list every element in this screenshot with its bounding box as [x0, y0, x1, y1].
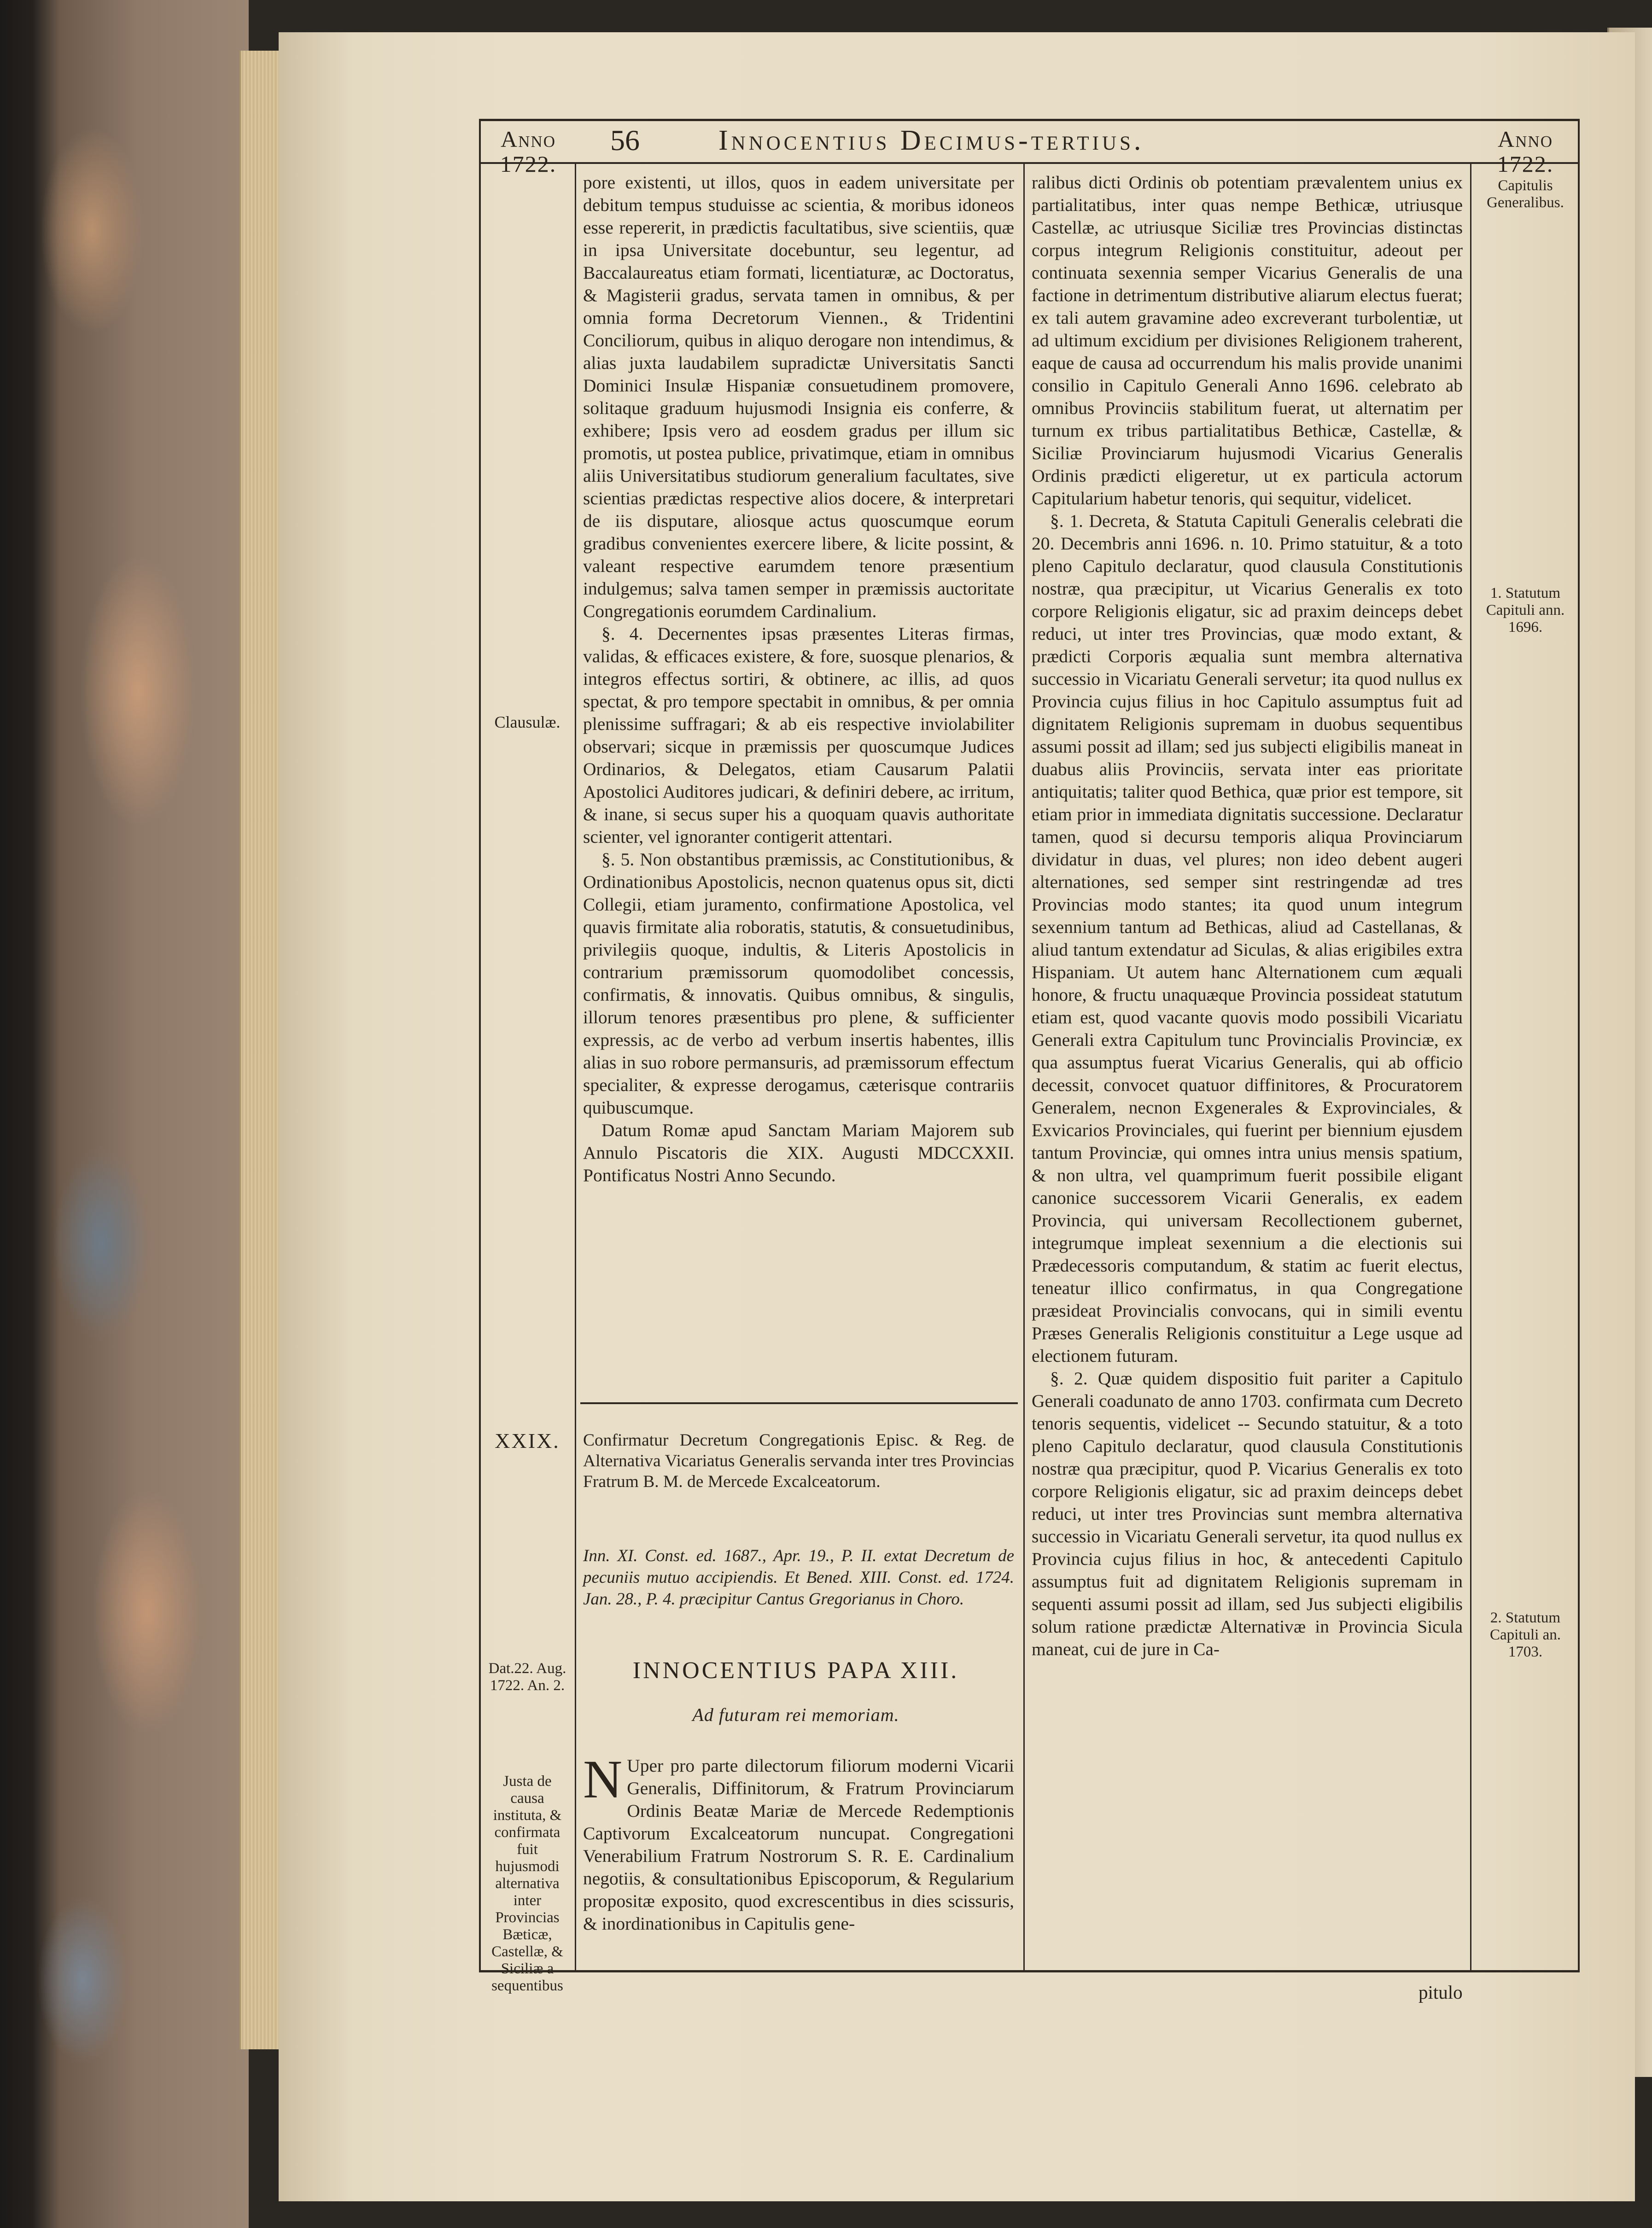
catchword: pitulo [1419, 1982, 1463, 2003]
column-divider [1023, 162, 1025, 1972]
dating-clause: Datum Romæ apud Sanctam Mariam Majorem sub Annulo Piscatoris die XIX. Augusti MDCCXXII. Pontificatus Nostri Anno Secundo. [583, 1120, 1014, 1185]
paragraph: §. 5. Non obstantibus præmissis, ac Constitutionibus, & Ordinationibus Apostolicis, necnon quatenus opus sit, dicti Collegii, etiam juramento, confirmatione Apostolica, vel quavis firmitate alia roboratis, statutis, & consuetudinibus, privilegiis quoque, indultis, & Literis Apostolicis in contrarium præmissorum quomodolibet concessis, confirmatis, & innovatis. Quibus omnibus, & singulis, illorum tenores præsentibus pro plene, & sufficienter expressis, ac de verbo ad verbum insertis habentes, illis alias in suo robore permansuris, ad præmissorum effectum specialiter, & expresse derogamus, cæterisque contrariis quibuscumque. [583, 849, 1014, 1118]
anno-left [485, 127, 572, 176]
text-left-rule [575, 162, 576, 1972]
section-rule [580, 1402, 1018, 1404]
text-right-rule [1470, 162, 1471, 1972]
paragraph: §. 1. Decreta, & Statuta Capituli Generalis celebrati die 20. Decembris anni 1696. n. 10. Primo statuitur, & a toto pleno Capitulo declaratur, quod clausula Constitutionis nostræ, qua præcipitur, ut Vicarius Generalis ex toto corpore Religionis eligatur, sic ad praxim deinceps debet reduci, ut inter tres Provincias, quæ modo extant, & prædicti Corporis æqualia sunt membra alternativa successio in Vicariatu Generali servetur; ita quod nullus ex Provincia cujus filius in hoc Capitulo assumptus fuit ad dignitatem Religionis supremam in duobus sequentibus assumi possit ad illam; sed jus subjecti eligibilis maneat in duabus aliis Provinciis, servata inter eas prioritate antiquitatis; taliter quod Bethica, quæ prior est tempore, sit etiam prior in immediata dignitatis successione. Declaratur tamen, quod si decursu temporis aliqua Provinciarum dividatur in duas, vel plures; non ideo debent augeri alternationes, sed semper sint restringendæ ad tres Provincias modo stantes; ita quod unum integrum sexennium tantum ad Bethicas, aliud ad Castellanas, & aliud tantum extendatur ad Siculas, & alias erigibiles extra Hispaniam. Ut autem hanc Alternationem cum æquali honore, & fructu unaquæque Provincia possideat statutum etiam est, quod vacante quovis modo possibili Vicariatu Generali extra Capitulum tunc Provincialis Provinciæ, ex qua assumptus fuerat Vicarius Generalis, qui ab officio decessit, convocet quatuor diffinitores, & Procuratorem Generalem, necnon Exgenerales & Exprovinciales, & Exvicarios Provinciales, qui fuerint per biennium ejusdem tantum Provinciæ, qui omnes intra unius mensis spatium, & non ultra, vel quamprimum fuerit possibile eligant canonice successorem Vicarii Generalis, ex eadem Provincia, qui universam Recollectionem gubernet, integrumque impleat sexennium a die electionis sui Prædecessoris computandum, & statim ac fuerit electus, teneatur illico confirmatus, in qua Congregatione præsideat Provincialis convocans, qui in simili eventu Præses Generalis Religionis constituitur a Lege usque ad electionem futuram. [1032, 511, 1463, 1366]
page-edges [239, 51, 282, 2049]
margin-note-clausulae: Clausulæ. [494, 713, 560, 731]
margin-note-statutum-1: 1. Statutum Capituli ann. 1696. [1486, 585, 1565, 636]
header-rule [479, 162, 1580, 164]
paragraph: pore existenti, ut illos, quos in eadem universitate per debitum tempus studuisse ac scientia, & moribus idoneos esse repererit, in prædictis facultatibus, sive scientiis, quæ in ipsa Universitate docebuntur, seu legentur, ad Baccalaureatus etiam formati, licentiaturæ, ac Doctoratus, & Magisterii gradus, servata tamen in omnibus, & per omnia forma Decretorum Viennen., & Tridentini Conciliorum, quibus in aliquo derogare non intendimus, & alias juxta laudabilem supradictæ Universitatis Sancti Dominici Insulæ Hispaniæ consuetudinem promovere, solitaque graduum hujusmodi Insignia eis conferre, & exhibere; Ipsis vero ad eosdem gradus per illum sic promotis, ut postea publice, privatimque, etiam in omnibus aliis Universitatibus studiorum generalium facultates, sive scientias prædictas respective alios docere, & interpretari de iis disputare, aliosque actus quoscumque eorum gradibus convenientes exercere libere, & licite possint, & valeant respective earumdem tenore præsentium indulgemus; salva tamen semper in præmissis auctoritate Congregationis eorumdem Cardinalium. [583, 172, 1014, 621]
drop-cap: N [583, 1749, 623, 1809]
paragraph: §. 2. Quæ quidem dispositio fuit pariter a Capitulo Generali coadunato de anno 1703. confirmata cum Decreto tenoris sequentis, videlicet -- Secundo statuitur, & a toto pleno Capitulo declaratur, quod clausula Constitutionis nostræ qua præcipitur, quod P. Vicarius Generalis ex toto corpore Religionis eligatur, sic ad praxim deinceps debet reduci, ut inter tres Provincias sunt membra alternativa successio in Vicariatu Generali servetur, ita quod nullus ex Provincia cujus filius in hoc, & antecedenti Capitulo assumptus fuit ad dignitatem Religionis supremam in sequenti assumi possit ad illam, sed Jus subjecti eligibilis solum ratione prædictæ Alternativæ in Provincia Sicula maneat, cui de jure in Ca- [1032, 1368, 1463, 1659]
paragraph: Uper pro parte dilectorum filiorum moderni Vicarii Generalis, Diffinitorum, & Fratrum Provinciarum Ordinis Beatæ Mariæ de Mercede Redemptionis Captivorum Excalceatorum nuncupat. Congregationi Venerabilium Fratrum Nostrorum S. R. E. Cardinalium negotiis, & consultationibus Episcoporum, & Regularium propositæ exposito, quod excrescentibus in dies scissuris, & inordinationibus in Capitulis gene- [583, 1756, 1014, 1934]
margin-note-capitulis: Capitulis Generalibus. [1487, 177, 1564, 211]
margin-note-dat: Dat.22. Aug. 1722. An. 2. [488, 1660, 566, 1694]
left-column-upper [583, 171, 1014, 1187]
top-rule [479, 119, 1580, 121]
anno-label: Anno [1498, 126, 1553, 152]
year-label: 1722. [1497, 151, 1554, 177]
ad-futuram-heading: Ad futuram rei memoriam. [692, 1704, 899, 1725]
right-column [1032, 171, 1463, 1661]
decree-summary: Confirmatur Decretum Congregationis Episc. & Reg. de Alternativa Vicariatus Generalis servanda inter tres Provincias Fratrum B. M. de Mercede Excalceatorum. [583, 1431, 1014, 1491]
margin-note-statutum-2: 2. Statutum Capituli an. 1703. [1490, 1610, 1561, 1660]
margin-note-justa: Justa de causa instituta, & confirmata fuit hujusmodi alternativa inter Provincias Bæticæ, Castellæ, & Siciliæ a sequentibus [491, 1773, 563, 1994]
anno-right [1474, 127, 1577, 176]
page-number: 56 [610, 124, 640, 157]
year-label: 1722. [500, 151, 557, 177]
right-frame-rule [1578, 119, 1580, 1972]
paragraph: §. 4. Decernentes ipsas præsentes Literas firmas, validas, & efficaces existere, & fore, suosque plenarios, & integros effectus sortiri, & obtinere, ac illis, ad quos spectat, & pro tempore spectabit in omnibus, & per omnia plenissime suffragari; & ab eis respective inviolabiliter observari; sicque in præmissis per quoscumque Judices Ordinarios, & Delegatos, etiam Causarum Palatii Apostolici Auditores judicari, & definiri debere, ac irritum, & inane, si secus super his a quoquam quavis authoritate scienter, vel ignoranter contigerit attentari. [583, 624, 1014, 847]
running-title: Innocentius Decimus-tertius. [718, 125, 1144, 156]
paragraph: ralibus dicti Ordinis ob potentiam prævalentem unius ex partialitatibus, inter quas nempe Bethicæ, utriusque Castellæ, ac utriusque Siciliæ tres Provincias distinctas corpus integrum Religionis constituitur, adeout per continuata sexennia semper Vicarius Generalis de una factione in detrimentum distributive aliarum electus fuerat; ex tali autem gravamine adeo excreverant turbolentiæ, ut ad ultimum excidium per divisiones Religionem traherent, eaque de causa ad occurrendum his malis provide unanimi consilio in Capitulo Generali Anno 1696. celebrato ab omnibus Provinciis stabilitum fuerat, ut alternatim per turnum ex tribus partialitatibus Bethicæ, Castellæ, & Siciliæ Provinciarum hujusmodi Vicarius Generalis Ordinis prædicti eligeretur, ut ex particula actorum Capitularium habetur tenoris, qui sequitur, videlicet. [1032, 172, 1463, 508]
pope-heading: INNOCENTIUS PAPA XIII. [632, 1657, 959, 1684]
binding-cloth [0, 0, 249, 2228]
left-column-lower [583, 1749, 1014, 1935]
anno-label: Anno [501, 126, 556, 152]
left-frame-rule [479, 119, 481, 1972]
margin-note-numeral: XXIX. [495, 1429, 560, 1452]
bottom-rule [479, 1970, 1580, 1972]
cross-references: Inn. XI. Const. ed. 1687., Apr. 19., P. II. extat Decretum de pecuniis mutuo accipiendis. Et Bened. XIII. Const. ed. 1724. Jan. 28., P. 4. præcipitur Cantus Gregorianus in Choro. [583, 1546, 1014, 1609]
